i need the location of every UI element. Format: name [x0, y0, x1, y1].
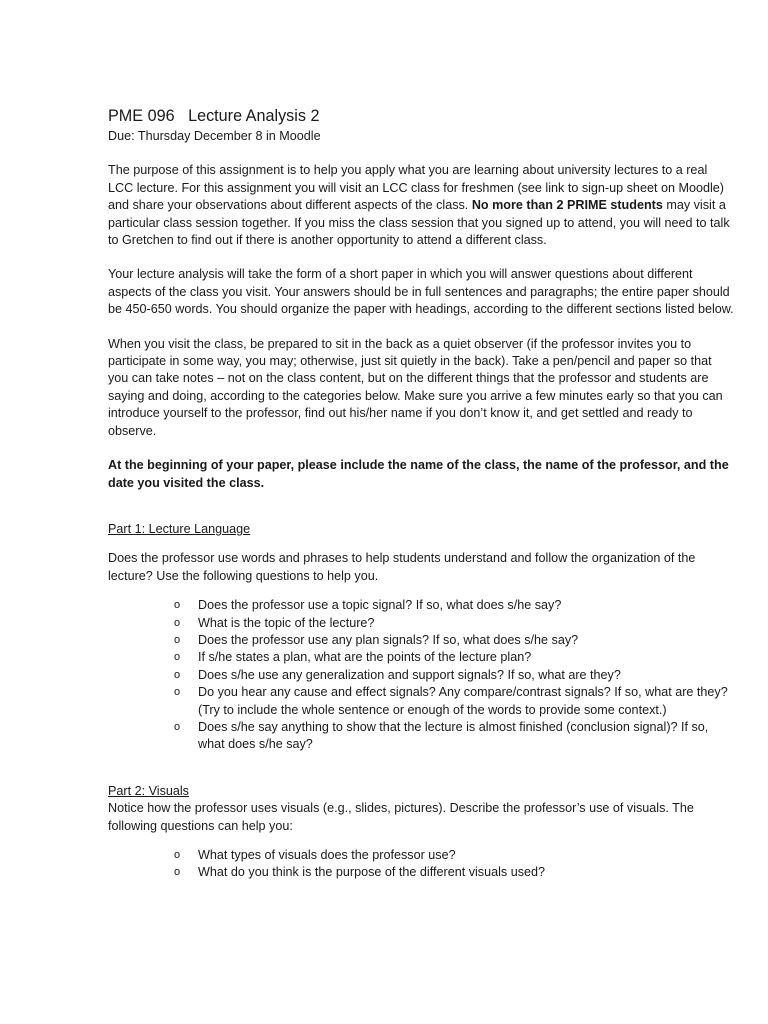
list-item: o What types of visuals does the professor use? [174, 847, 734, 864]
list-item: o Does s/he say anything to show that the lecture is almost finished (conclusion signal)? If so, what does s/he say? [174, 719, 709, 752]
list-item: o Does the professor use a topic signal? If so, what does s/he say? [174, 597, 734, 614]
document-title: PME 096 Lecture Analysis 2 [108, 107, 320, 125]
hollow-bullet-icon: o [174, 616, 181, 629]
list-item: o What is the topic of the lecture? [174, 615, 734, 632]
hollow-bullet-icon: o [174, 866, 181, 879]
list-item: o If s/he states a plan, what are the points of the lecture plan? [174, 649, 734, 666]
list-item: o Does the professor use any plan signals? If so, what does s/he say? [174, 632, 734, 649]
hollow-bullet-icon: o [174, 686, 181, 699]
paper-form-paragraph: Your lecture analysis will take the form of a short paper in which you will answer questions about different aspects of the class you visit. Your answers should be in full sentences and paragraphs; the entire paper should be 450-650 words. You should organize the paper with headings, according to the different sections listed below. [108, 267, 734, 317]
intro-paragraph [108, 162, 734, 249]
list-item: o Do you hear any cause and effect signals? Any compare/contrast signals? If so, what are they? (Try to include the whole sentence or enough of the words to provide some context.) [174, 685, 728, 717]
due-date: Due: Thursday December 8 in Moodle [108, 129, 321, 143]
visit-paragraph: When you visit the class, be prepared to sit in the back as a quiet observer (if the professor invites you to participate in some way, you may; otherwise, just sit quietly in the back). Take a pen/pencil and paper so that you can take notes – not on the class content, but on the different things that the professor and students are saying and doing, according to the categories below. Make sure you arrive a few minutes early so that you can introduce yourself to the professor, find out his/her name if you don’t know it, and get settled and ready to observe. [108, 336, 723, 438]
hollow-bullet-icon: o [174, 599, 181, 612]
hollow-bullet-icon: o [174, 720, 181, 733]
intro-bold-text: No more than 2 PRIME students [471, 198, 663, 213]
include-info-paragraph: At the beginning of your paper, please include the name of the class, the name of the professor, and the date you visited the class. [108, 458, 729, 490]
part1-question-list [108, 597, 734, 754]
part1-heading: Part 1: Lecture Language [108, 521, 251, 536]
part2-heading: Part 2: Visuals [108, 783, 189, 798]
hollow-bullet-icon: o [174, 633, 181, 646]
intro-text-2: may visit a particular class session together. If you miss the class session that you signed up to attend, you will need to talk to Gretchen to find out if there is another opportunity to attend a different class. [108, 198, 730, 248]
part2-intro: Notice how the professor uses visuals (e.g., slides, pictures). Describe the professor’s use of visuals. The following questions can help you: [108, 801, 694, 833]
part2-question-list [108, 847, 734, 882]
part1-intro: Does the professor use words and phrases to help students understand and follow the organization of the lecture? Use the following questions to help you. [108, 551, 696, 583]
hollow-bullet-icon: o [174, 849, 181, 861]
intro-text-1: The purpose of this assignment is to help you apply what you are learning about university lectures to a real LCC lecture. For this assignment you will visit an LCC class for freshmen (see link to sign-up sheet on Moodle) and share your observations about different aspects of the class. [108, 163, 724, 213]
hollow-bullet-icon: o [174, 651, 181, 664]
list-item: o Does s/he use any generalization and support signals? If so, what are they? [174, 667, 734, 684]
document-page [108, 106, 734, 882]
list-item: o What do you think is the purpose of the different visuals used? [174, 864, 734, 881]
hollow-bullet-icon: o [174, 668, 181, 681]
